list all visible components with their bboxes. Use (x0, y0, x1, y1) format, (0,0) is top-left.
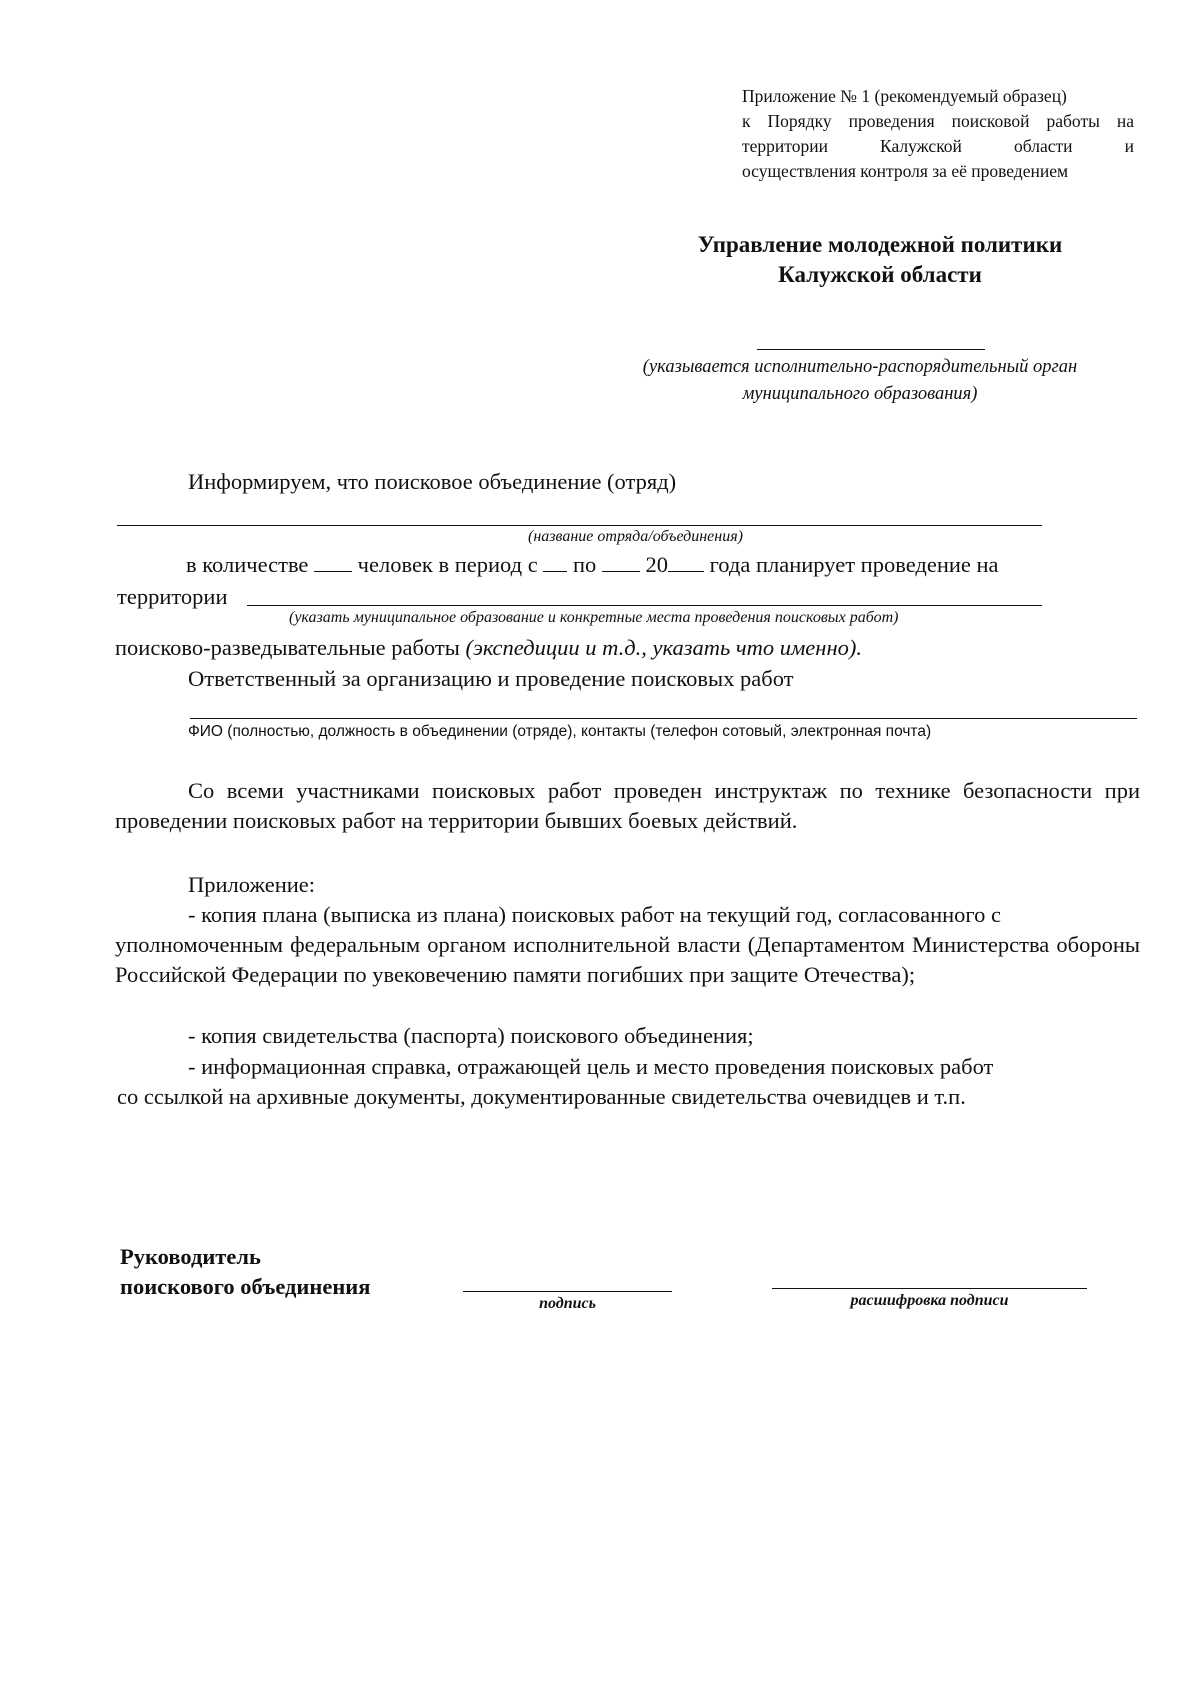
briefing-paragraph: Со всеми участниками поисковых работ проведен инструктаж по технике безопасности при проведении поисковых работ на территории бывших боевых действий. (115, 778, 1140, 833)
works-italic: (экспедиции и т.д., указать что именно). (465, 635, 862, 660)
territory-caption: (указать муниципальное образование и конкретные места проведения поисковых работ) (289, 609, 899, 626)
period-end-blank[interactable] (602, 549, 640, 572)
responsible-text: Ответственный за организацию и проведение поисковых работ (188, 666, 794, 691)
annex-line-2: к Порядку проведения поисковой работы на (742, 111, 1134, 131)
territory-fill-line[interactable] (247, 605, 1042, 606)
territory-label: территории (117, 584, 228, 609)
quantity-year: 20 (645, 552, 669, 577)
addressee-line-1: Управление молодежной политики (697, 232, 1063, 257)
addressee-note-line-1: (указывается исполнительно-распорядительный орган (642, 357, 1078, 377)
year-blank[interactable] (668, 549, 704, 572)
appendix-item-1-rest: уполномоченным федеральным органом исполнительной власти (Департаментом Министерства обороны Российской Федерации по увековечению памяти погибших при защите Отечества); (115, 932, 1140, 987)
quantity-people: человек в период с (357, 552, 538, 577)
quantity-prefix: в количестве (186, 552, 309, 577)
addressee-title (600, 230, 1160, 290)
addressee-note-line-2: муниципального образования) (742, 384, 978, 404)
inform-text: Информируем, что поисковое объединение (отряд) (188, 469, 677, 494)
signature-line[interactable] (463, 1291, 672, 1292)
signature-label-1: Руководитель (120, 1244, 261, 1269)
quantity-to: по (572, 552, 597, 577)
squad-name-line[interactable] (117, 525, 1042, 526)
squad-name-caption: (название отряда/объединения) (528, 528, 743, 545)
decode-line[interactable] (772, 1288, 1087, 1289)
quantity-line (186, 549, 999, 580)
appendix-title: Приложение: (188, 872, 316, 897)
appendix-item-1-first: - копия плана (выписка из плана) поисковых работ на текущий год, согласованного с (188, 902, 1001, 927)
appendix-item-3-rest: со ссылкой на архивные документы, документированные свидетельства очевидцев и т.п. (117, 1084, 966, 1109)
signature-caption: подпись (539, 1295, 596, 1312)
quantity-plan: года планирует проведение на (709, 552, 999, 577)
works-plain: поисково-разведывательные работы (115, 635, 466, 660)
addressee-line-2: Калужской области (778, 262, 982, 287)
people-count-blank[interactable] (314, 549, 352, 572)
fio-fill-line[interactable] (190, 718, 1137, 719)
addressee-note (575, 354, 1145, 408)
works-text (115, 633, 862, 663)
annex-line-4: осуществления контроля за её проведением (742, 161, 1069, 181)
decode-caption: расшифровка подписи (850, 1292, 1009, 1309)
signature-label-2: поискового объединения (120, 1274, 371, 1299)
appendix-item-3-first: - информационная справка, отражающей цель и место проведения поисковых работ (188, 1054, 994, 1079)
addressee-fill-line[interactable] (757, 349, 985, 350)
annex-line-3: территории Калужской области и (742, 136, 1134, 156)
annex-line-1: Приложение № 1 (рекомендуемый образец) (742, 86, 1067, 106)
period-start-blank[interactable] (543, 549, 567, 572)
appendix-item-2: - копия свидетельства (паспорта) поискового объединения; (188, 1023, 754, 1048)
annex-header (742, 84, 1134, 184)
fio-caption: ФИО (полностью, должность в объединении (отряде), контакты (телефон сотовый, электронная почта) (188, 723, 932, 740)
